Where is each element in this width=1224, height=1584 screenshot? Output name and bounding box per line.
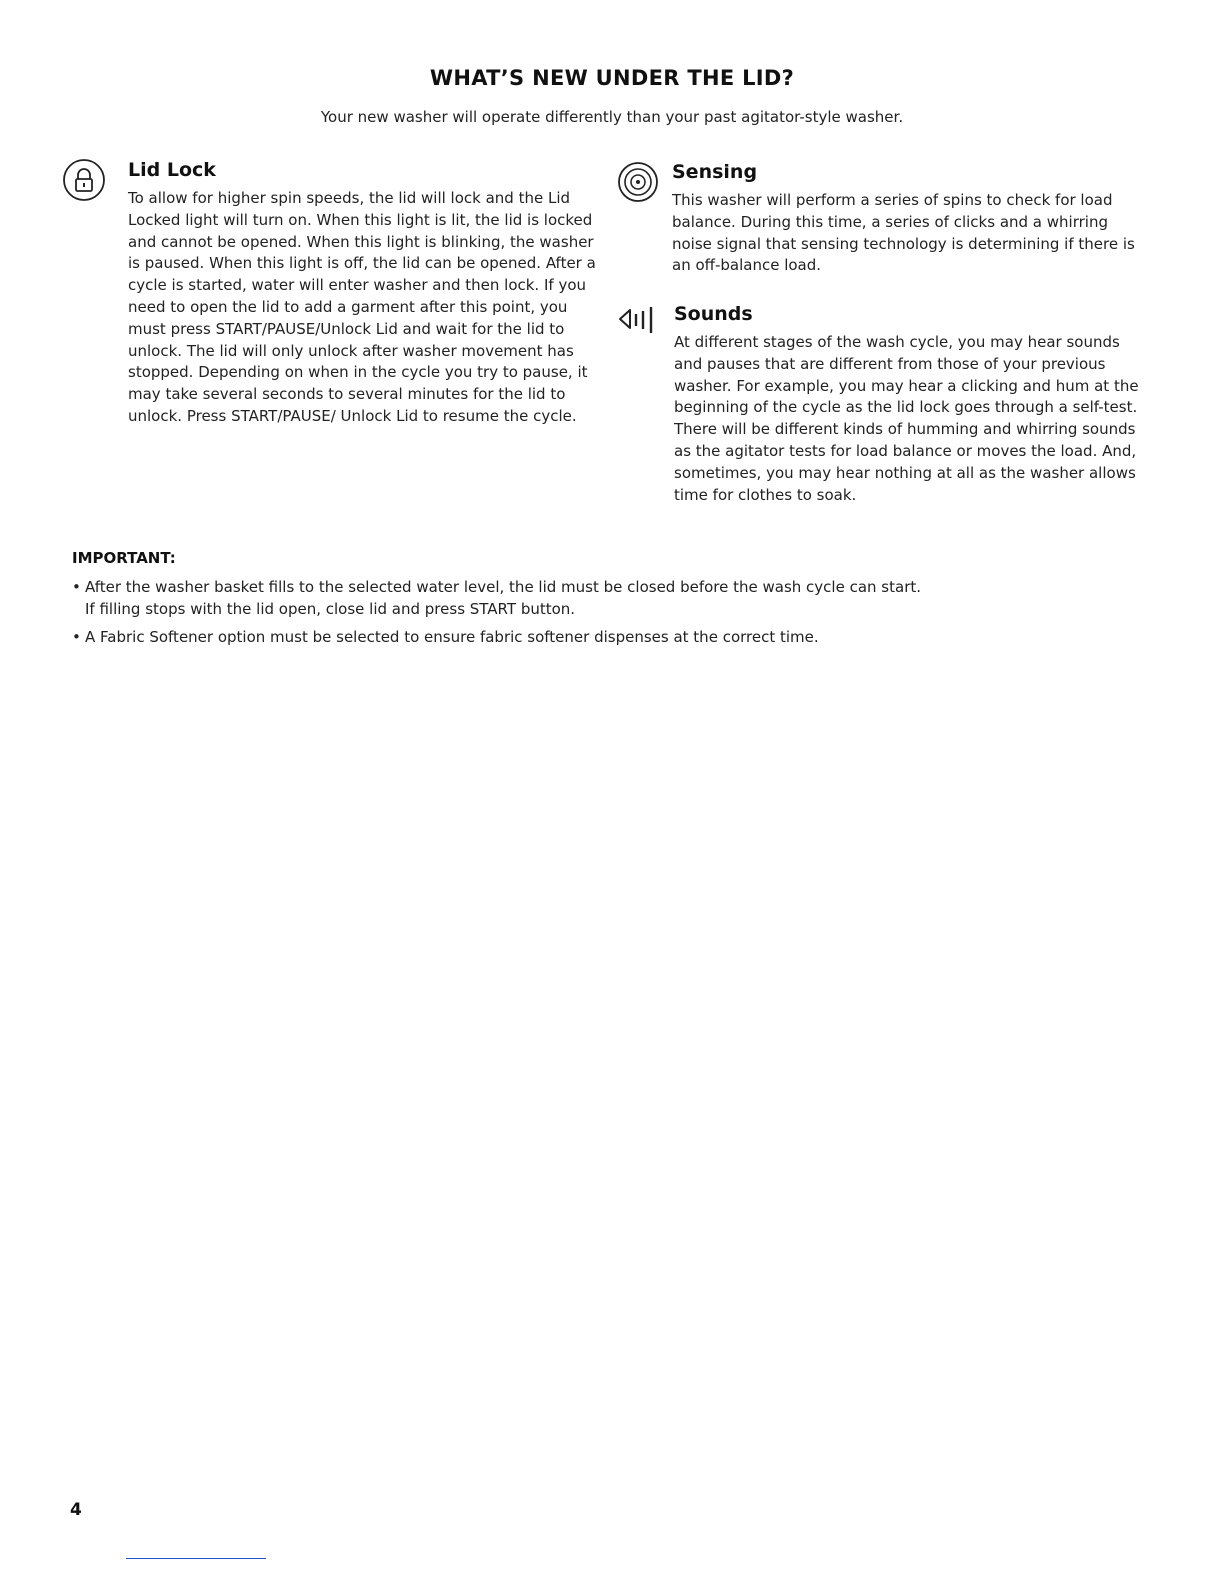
lid-lock-text: To allow for higher spin speeds, the lid will lock and the Lid Locked light will turn on. When this light is lit, the lid is locked and cannot be opened. When this light is blinking, the washer is paused. When this light is off, the lid can be opened. After a cycle is started, water will enter washer and then lock. If you need to open the lid to add a garment after this point, you must press START/PAUSE/Unlock Lid and wait for the lid to unlock. The lid will only unlock after washer movement has stopped. Depending on when in the cycle you try to pause, it may take several seconds to several minutes for the lid to unlock. Press START/PAUSE/ Unlock Lid to resume the cycle. [128,189,596,425]
important-label: IMPORTANT: [72,549,176,567]
footer-divider [126,1558,266,1559]
sounds-heading: Sounds [674,303,753,325]
list-item [72,626,1072,648]
list-item-line: After the washer basket fills to the selected water level, the lid must be closed before the wash cycle can start. [85,578,922,596]
page-title: WHAT’S NEW UNDER THE LID? [429,66,795,90]
bullet-icon: • [72,628,81,646]
sensing-text: This washer will perform a series of spins to check for load balance. During this time, a series of clicks and a whirring noise signal that sensing technology is determining if there is an off-balance load. [672,191,1135,275]
sensing-heading: Sensing [672,161,758,183]
important-list [72,576,1072,654]
bullet-icon: • [72,578,81,596]
list-item-line: If filling stops with the lid open, close lid and press START button. [85,600,576,618]
sounds-text: At different stages of the wash cycle, you may hear sounds and pauses that are different from those of your previous washer. For example, you may hear a clicking and hum at the beginning of the cycle as the lid lock goes through a self-test. There will be different kinds of humming and whirring sounds as the agitator tests for load balance or moves the load. And, sometimes, you may hear nothing at all as the washer allows time for clothes to soak. [674,333,1139,504]
sound-icon [616,302,662,342]
lock-icon [62,158,110,210]
page-subtitle: Your new washer will operate differently than your past agitator-style washer. [320,108,904,126]
page-number: 4 [70,1500,82,1520]
sensing-icon [616,160,660,208]
list-item-line: A Fabric Softener option must be selected to ensure fabric softener dispenses at the correct time. [85,628,819,646]
lid-lock-heading: Lid Lock [128,159,216,181]
list-item [72,576,1072,620]
